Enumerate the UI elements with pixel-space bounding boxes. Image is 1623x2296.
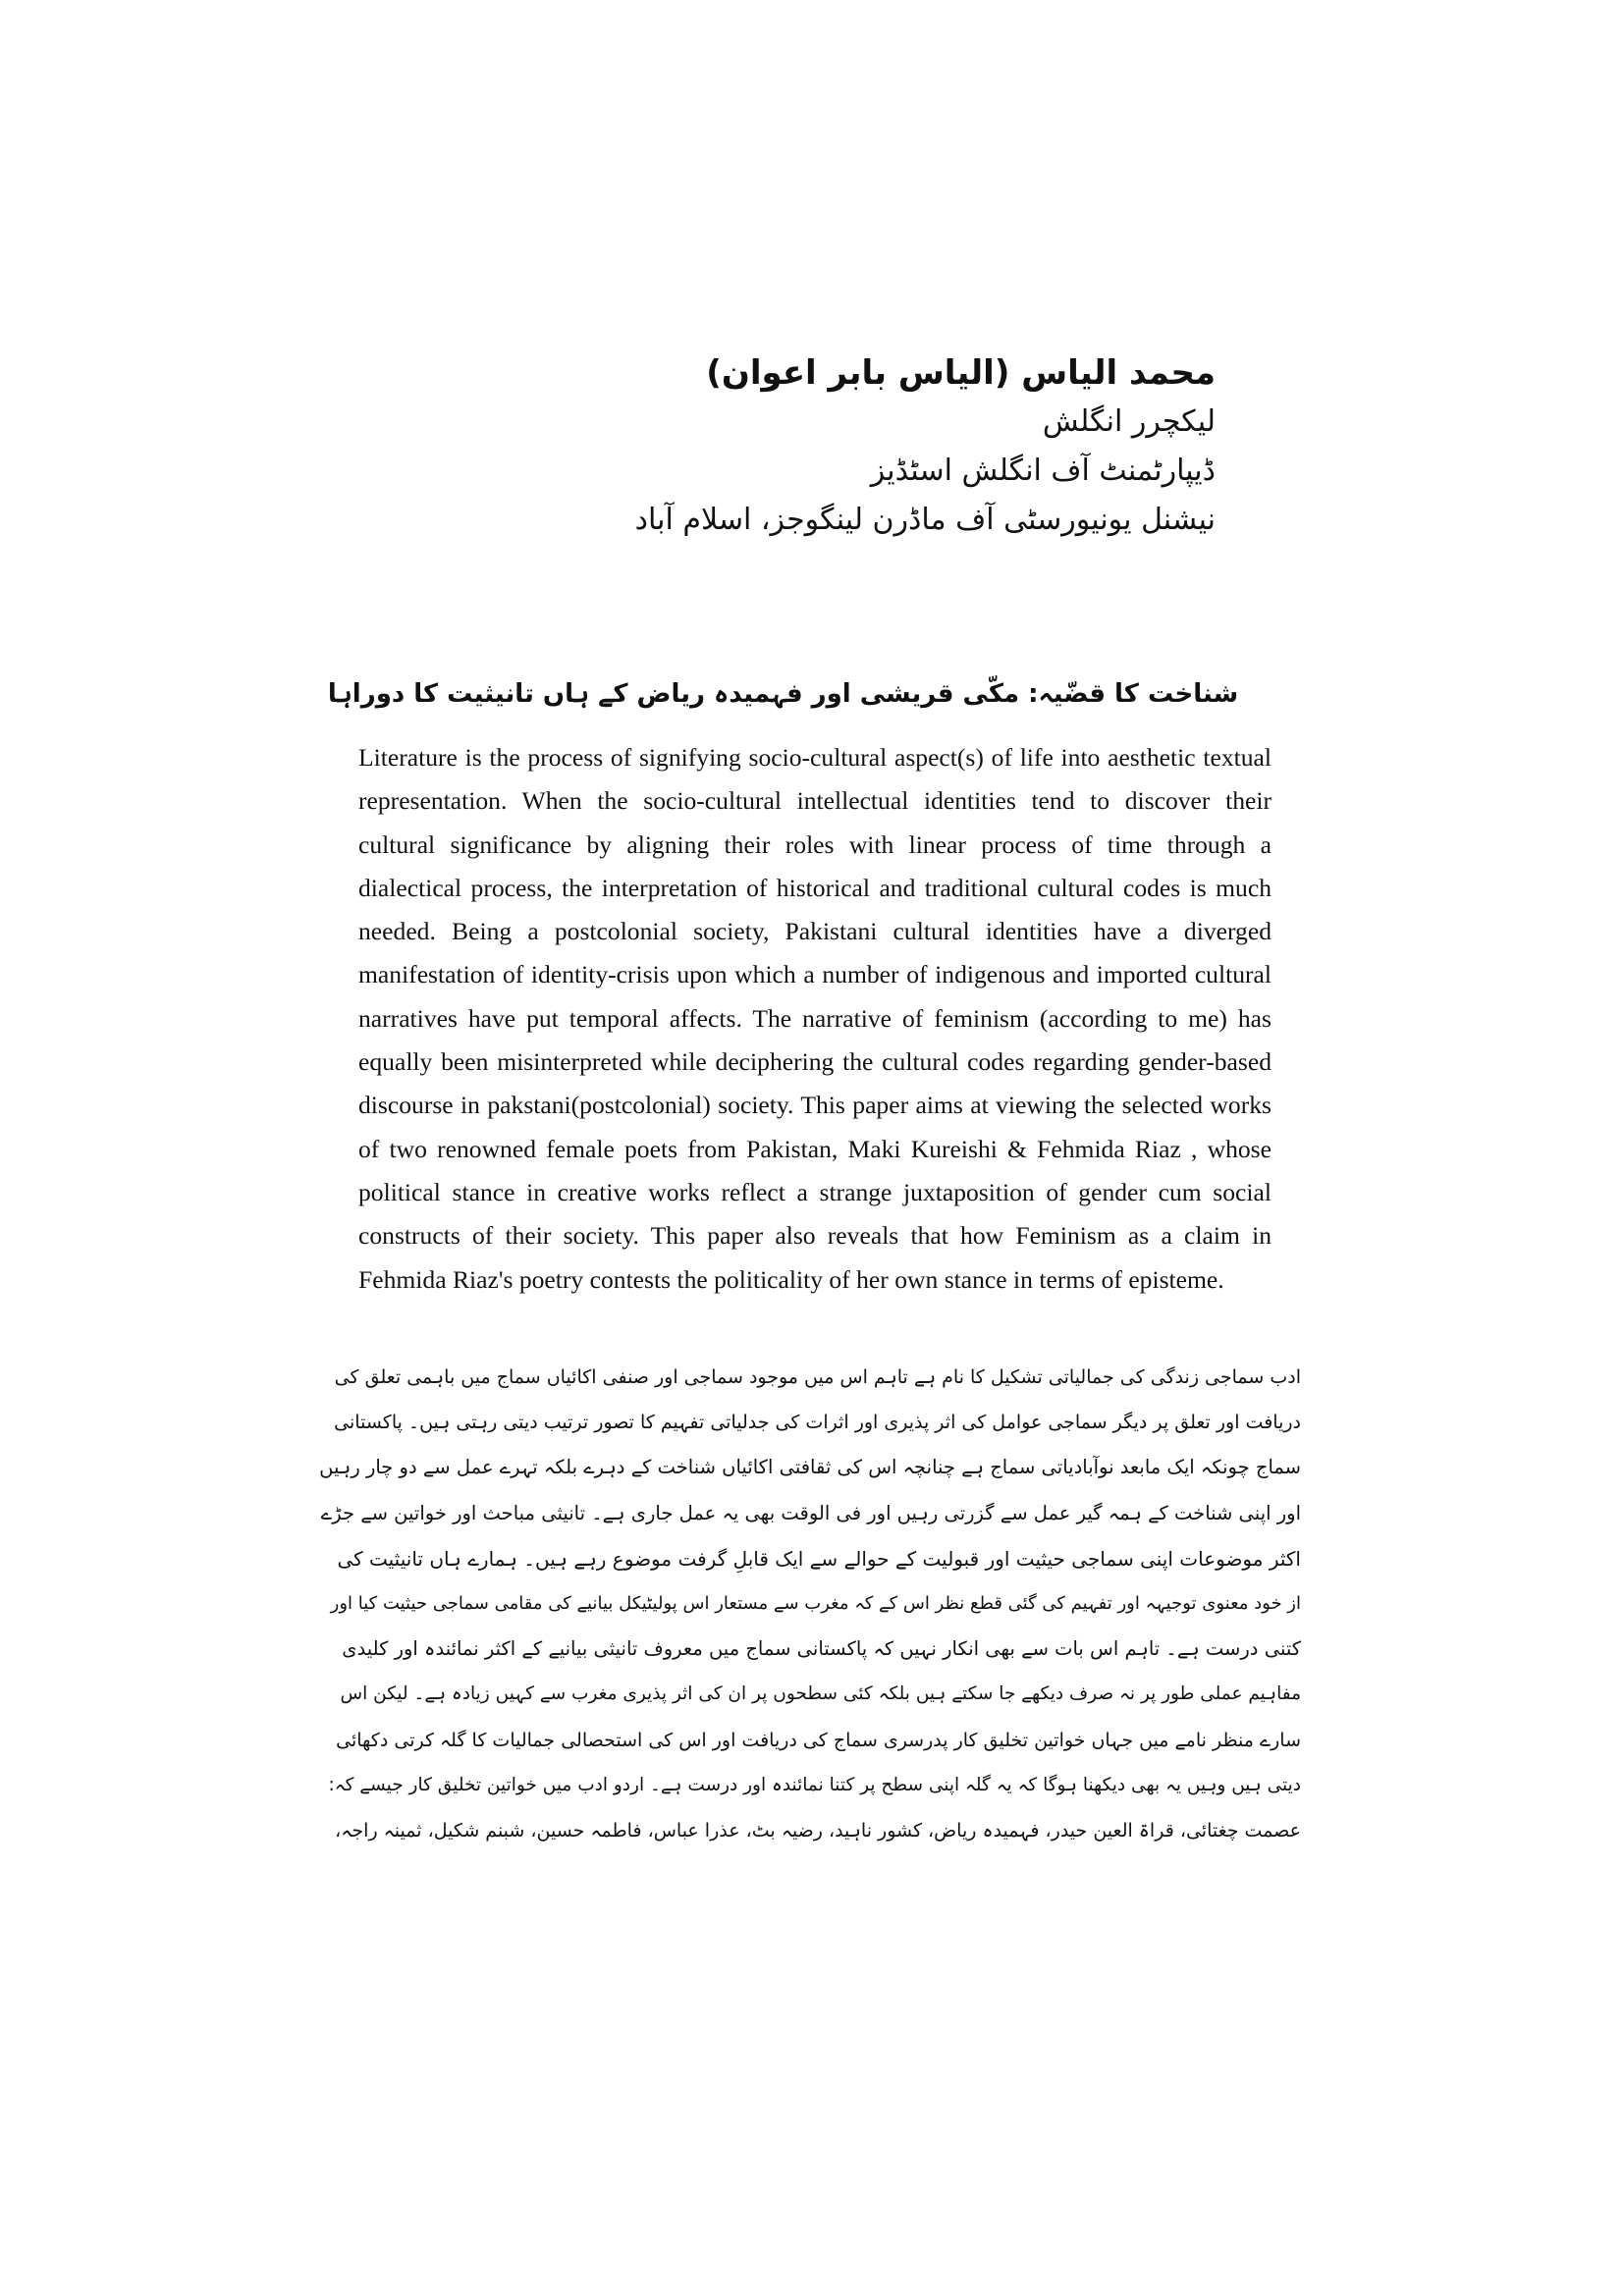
paper-title: شناخت کا قضّیہ: مکّی قریشی اور فہمیدہ ریاض کے ہاں تانیثیت کا دوراہا <box>327 679 1239 709</box>
author-designation: لیکچرر انگلش <box>1042 404 1216 439</box>
body-line: ادب سماجی زندگی کی جمالیاتی تشکیل کا نام ہے تاہم اس میں موجود سماجی اور صنفی اکائیاں سماج میں باہمی تعلق کی <box>334 1366 1301 1388</box>
author-block <box>528 348 1216 545</box>
body-line: سماج چونکہ ایک مابعد نوآبادیاتی سماج ہے چنانچہ اس کی ثقافتی اکائیاں شناخت کے دہرے بلکہ تہرے عمل سے دو چار رہیں <box>319 1456 1301 1479</box>
body-line: دریافت اور تعلق پر دیگر سماجی عوامل کی اثر پذیری اور اثرات کی جدلیاتی تفہیم کا تصور ترتیب دیتی رہتی ہیں۔ پاکستانی <box>334 1412 1301 1434</box>
body-line: اور اپنی شناخت کے ہمہ گیر عمل سے گزرتی رہیں اور فی الوقت بھی یہ عمل جاری ہے۔ تانیثی مباحث اور خواتین سے جڑے <box>320 1501 1301 1524</box>
body-line: دیتی ہیں وہیں یہ بھی دیکھنا ہوگا کہ یہ گلہ اپنی سطح پر کتنا نمائندہ اور درست ہے۔ اردو ادب میں خواتین تخلیق کار جیسے کہ: <box>328 1774 1301 1795</box>
body-line: اکثر موضوعات اپنی سماجی حیثیت اور قبولیت کے حوالے سے ایک قابلِ گرفت موضوع رہے ہیں۔ ہمارے ہاں تانیثیت کی <box>337 1546 1301 1571</box>
body-line: مفاہیم عملی طور پر نہ صرف دیکھے جا سکتے ہیں بلکہ کئی سطحوں پر ان کی اثر پذیری مغرب سے کہیں زیادہ ہے۔ لیکن اس <box>340 1683 1301 1705</box>
author-university: نیشنل یونیورسٹی آف ماڈرن لینگوجز، اسلام آباد <box>634 503 1216 537</box>
body-line: کتنی درست ہے۔ تاہم اس بات سے بھی انکار نہیں کہ پاکستانی سماج میں معروف تانیثی بیانیے کے اکثر نمائندہ اور کلیدی <box>342 1637 1301 1661</box>
body-line: عصمت چغتائی، قراۃ العین حیدر، فہمیدہ ریاض، کشور ناہید، رضیہ بٹ، عذرا عباس، فاطمہ حسین، شبنم شکیل، ثمینہ راجہ، <box>335 1820 1301 1842</box>
author-name: محمد الیاس (الیاس بابر اعوان) <box>706 353 1216 393</box>
body-line: سارے منظر نامے میں جہاں خواتین تخلیق کار پدرسری سماج کی دریافت اور اس کی استحصالی جمالیات کا گلہ کرتی دکھائی <box>336 1729 1301 1751</box>
body-text <box>319 1355 1301 1853</box>
body-line: از خود معنوی توجیہہ اور تفہیم کی گئی قطع نظر اس کے کہ مغرب سے مستعار اس پولیٹیکل بیانیے کی مقامی سماجی حیثیت کیا اور <box>330 1593 1301 1615</box>
author-department: ڈیپارٹمنٹ آف انگلش اسٹڈیز <box>870 454 1216 488</box>
abstract-paragraph: Literature is the process of signifying socio-cultural aspect(s) of life into aesthetic textual representation. When the socio-cultural intellectual identities tend to discover their cultural significance by aligning their roles with linear process of time through a dialectical process, the interpretation of historical and traditional cultural codes is much needed. Being a postcolonial society, Pakistani cultural identities have a diverged manifestation of identity-crisis upon which a number of indigenous and imported cultural narratives have put temporal affects. The narrative of feminism (according to me) has equally been misinterpreted while deciphering the cultural codes regarding gender-based discourse in pakstani(postcolonial) society. This paper aims at viewing the selected works of two renowned female poets from Pakistan, Maki Kureishi & Fehmida Riaz , whose political stance in creative works reflect a strange juxtaposition of gender cum social constructs of their society. This paper also reveals that how Feminism as a claim in Fehmida Riaz's poetry contests the politicality of her own stance in terms of episteme. <box>358 743 1271 1294</box>
